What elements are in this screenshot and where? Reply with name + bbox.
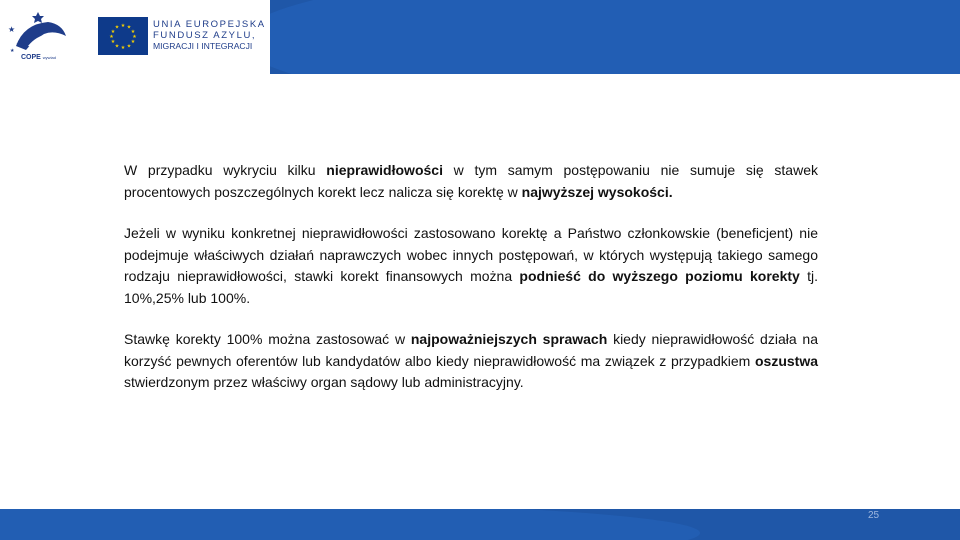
svg-text:★: ★: [120, 45, 126, 51]
eu-line-3: MIGRACJI I INTEGRACJI: [153, 41, 253, 51]
text: kiedy nieprawidłowość działa na korzyść pewnych oferentów lub kandydatów albo kiedy nieprawidłowość ma związek z przypadkiem: [124, 331, 818, 369]
svg-text:★: ★: [10, 48, 15, 54]
page-number: 25: [868, 510, 880, 521]
svg-text:★: ★: [110, 39, 116, 45]
svg-text:★: ★: [110, 29, 116, 35]
cope-eagle-icon: [4, 6, 70, 56]
text: stwierdzonym przez właściwy organ sądowy lub administracyjny.: [124, 374, 524, 390]
svg-text:★: ★: [126, 43, 132, 50]
bold-text: nieprawidłowości: [326, 162, 443, 178]
svg-text:★: ★: [8, 25, 16, 34]
paragraph-2: [124, 223, 818, 309]
text: Stawkę korekty 100% można zastosować w: [124, 331, 411, 347]
bold-text: podnieść do wyższego poziomu korekty: [519, 268, 800, 284]
text: Jeżeli w wyniku konkretnej nieprawidłowości zastosowano korektę a Państwo członkowskie (beneficjent) nie podejmuje właściwych działań naprawczych wobec innych postępowań, w których występują takiego samego rodzaju nieprawidłowości, stawki korekt finansowych można: [124, 225, 818, 284]
slide-body: [124, 160, 818, 414]
svg-text:★: ★: [126, 24, 132, 31]
bold-text: najwyższej wysokości.: [521, 183, 673, 200]
svg-text:★: ★: [114, 24, 120, 31]
svg-text:★: ★: [16, 42, 22, 48]
bold-text: najpoważniejszych sprawach: [410, 331, 608, 347]
eu-flag-icon: [98, 17, 148, 55]
cope-logo: [0, 0, 92, 74]
eu-line-1: UNIA EUROPEJSKA: [153, 19, 266, 30]
bold-text: oszustwa: [754, 352, 818, 369]
eu-logo-panel: [92, 0, 270, 74]
cope-label: COPE wywiad: [21, 54, 56, 61]
svg-text:★: ★: [114, 43, 120, 50]
svg-text:★: ★: [120, 23, 126, 29]
text: tj. 10%,25% lub 100%.: [124, 268, 819, 306]
eu-line-2: FUNDUSZ AZYLU,: [153, 30, 257, 41]
svg-text:★: ★: [109, 34, 114, 40]
text: w tym samym postępowaniu nie sumuje się stawek procentowych poszczególnych korekt lecz nalicza się korektę w: [124, 162, 818, 200]
paragraph-1: [124, 160, 818, 203]
header-wave-decoration: [240, 0, 960, 74]
svg-text:★: ★: [130, 29, 136, 35]
footer-wave-decoration: [0, 509, 700, 540]
eu-fund-label: [153, 19, 266, 52]
svg-text:★: ★: [132, 34, 137, 40]
text: W przypadku wykryciu kilku: [124, 162, 327, 178]
svg-text:★: ★: [130, 39, 136, 45]
paragraph-3: [124, 329, 818, 394]
footer-bar: [0, 509, 960, 540]
